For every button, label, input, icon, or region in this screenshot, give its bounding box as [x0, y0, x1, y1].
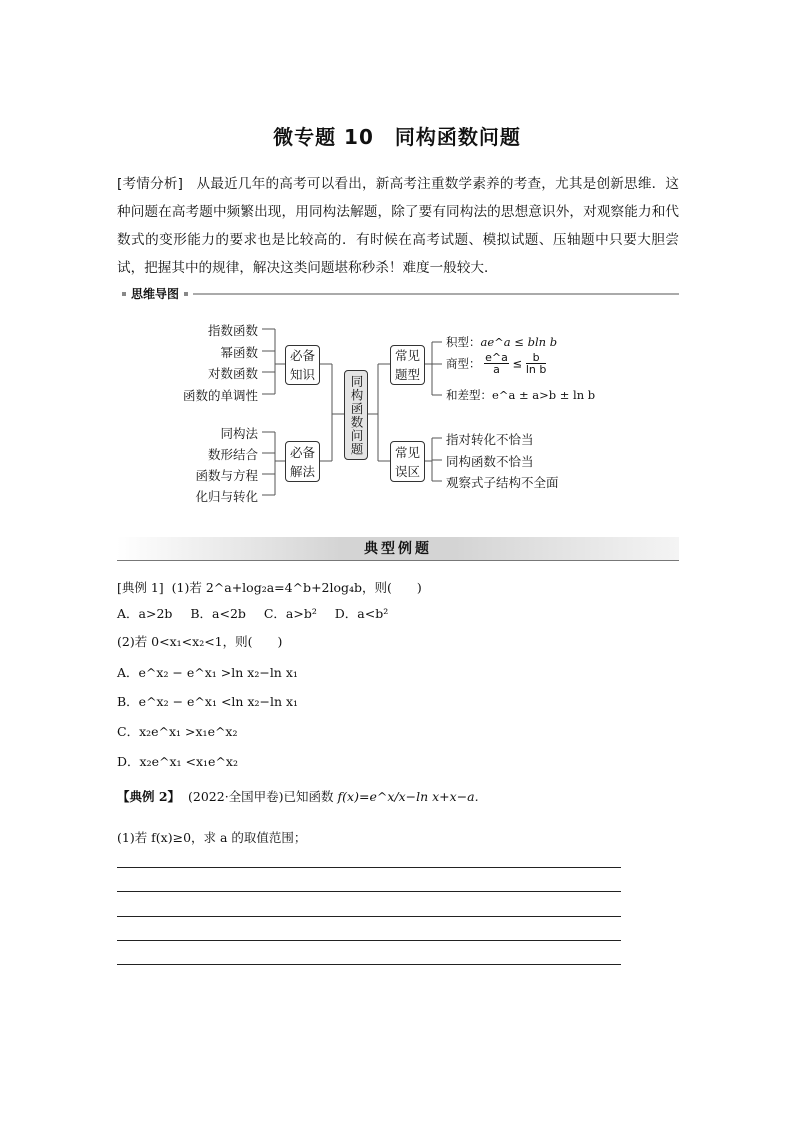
option-c: C．a>b²	[263, 606, 317, 621]
banner-title: 典型例题	[364, 541, 432, 557]
method-item: 化归与转化	[195, 489, 258, 504]
option-a: A．e^x₂ − e^x₁ >ln x₂−ln x₁	[117, 665, 298, 680]
example-2-question-1: (1)若 f(x)≥0，求 a 的取值范围；	[117, 830, 307, 845]
knowledge-item: 函数的单调性	[182, 388, 258, 403]
example-1-part-1-options	[117, 604, 388, 622]
knowledge-box: 必备知识	[285, 345, 320, 385]
option-d: D．a<b²	[334, 606, 389, 621]
option-a: A．a>2b	[117, 606, 173, 621]
example-1-part-1	[117, 578, 422, 596]
mistake-item: 观察式子结构不全面	[446, 475, 559, 490]
option-d: D．x₂e^x₁ <x₁e^x₂	[117, 754, 238, 769]
methods-box: 必备解法	[285, 441, 320, 482]
analysis-text: 从最近几年的高考可以看出，新高考注重数学素养的考查，尤其是创新思维．这种问题在高考题中频繁出现，用同构法解题，除了要有同构法的思想意识外，对观察能力和代数式的变形能力的要求也是比较高的．有时候在高考试题、模拟试题、压轴题中只要大胆尝试，把握其中的规律，解决这类问题堪称秒杀！难度一般较大．	[117, 176, 680, 276]
type-label: 积型：	[446, 335, 481, 349]
example-2	[117, 787, 479, 805]
type-formula: e^a ± a>b ± ln b	[492, 388, 596, 402]
page-title: 微专题 10 同构函数问题	[273, 125, 521, 149]
types-box: 常见题型	[390, 345, 425, 385]
section-title: 思维导图	[131, 287, 180, 301]
method-item: 函数与方程	[195, 468, 258, 483]
type-label: 商型：	[446, 356, 481, 371]
mistake-item: 同构函数不恰当	[446, 454, 534, 469]
answer-line	[117, 964, 621, 965]
fraction	[484, 352, 509, 375]
denominator: a	[493, 363, 500, 376]
type-product	[446, 334, 557, 350]
method-item: 数形结合	[207, 447, 258, 462]
numerator: b	[526, 352, 547, 364]
type-label: 和差型：	[446, 388, 492, 402]
question-text: (2022·全国甲卷)已知函数	[188, 789, 334, 804]
section-banner-examples	[117, 537, 679, 561]
example-label: 【典例 2】	[117, 789, 181, 804]
answer-line	[117, 867, 621, 868]
denominator: ln b	[525, 363, 547, 376]
mistake-item: 指对转化不恰当	[446, 432, 534, 447]
example-label: [典例 1]	[117, 580, 164, 595]
type-sum-diff	[446, 387, 595, 403]
center-topic-box: 同构函数问题	[344, 370, 368, 460]
option-b: B．e^x₂ − e^x₁ <ln x₂−ln x₁	[117, 694, 299, 709]
question-text: (1)若 2^a+log₂a=4^b+2log₄b，则( )	[171, 580, 422, 595]
option-b: B．a<2b	[190, 606, 246, 621]
numerator: e^a	[485, 351, 508, 364]
answer-line	[117, 891, 621, 892]
knowledge-item: 指数函数	[207, 323, 258, 338]
function-formula: f(x)=e^x/x−ln x+x−a.	[337, 789, 479, 804]
method-item: 同构法	[220, 426, 258, 441]
knowledge-item: 对数函数	[207, 366, 258, 381]
relation: ≤	[512, 356, 523, 371]
type-quotient	[446, 352, 546, 375]
answer-line	[117, 940, 621, 941]
option-c: C．x₂e^x₁ >x₁e^x₂	[117, 724, 238, 739]
analysis-label: [考情分析]	[117, 176, 183, 192]
answer-line	[117, 916, 621, 917]
fraction	[526, 352, 547, 375]
type-formula: ae^a ≤ bln b	[480, 335, 558, 349]
knowledge-item: 幂函数	[220, 345, 258, 360]
mistakes-box: 常见误区	[390, 441, 425, 482]
example-1-part-2: (2)若 0<x₁<x₂<1，则( )	[117, 634, 283, 649]
